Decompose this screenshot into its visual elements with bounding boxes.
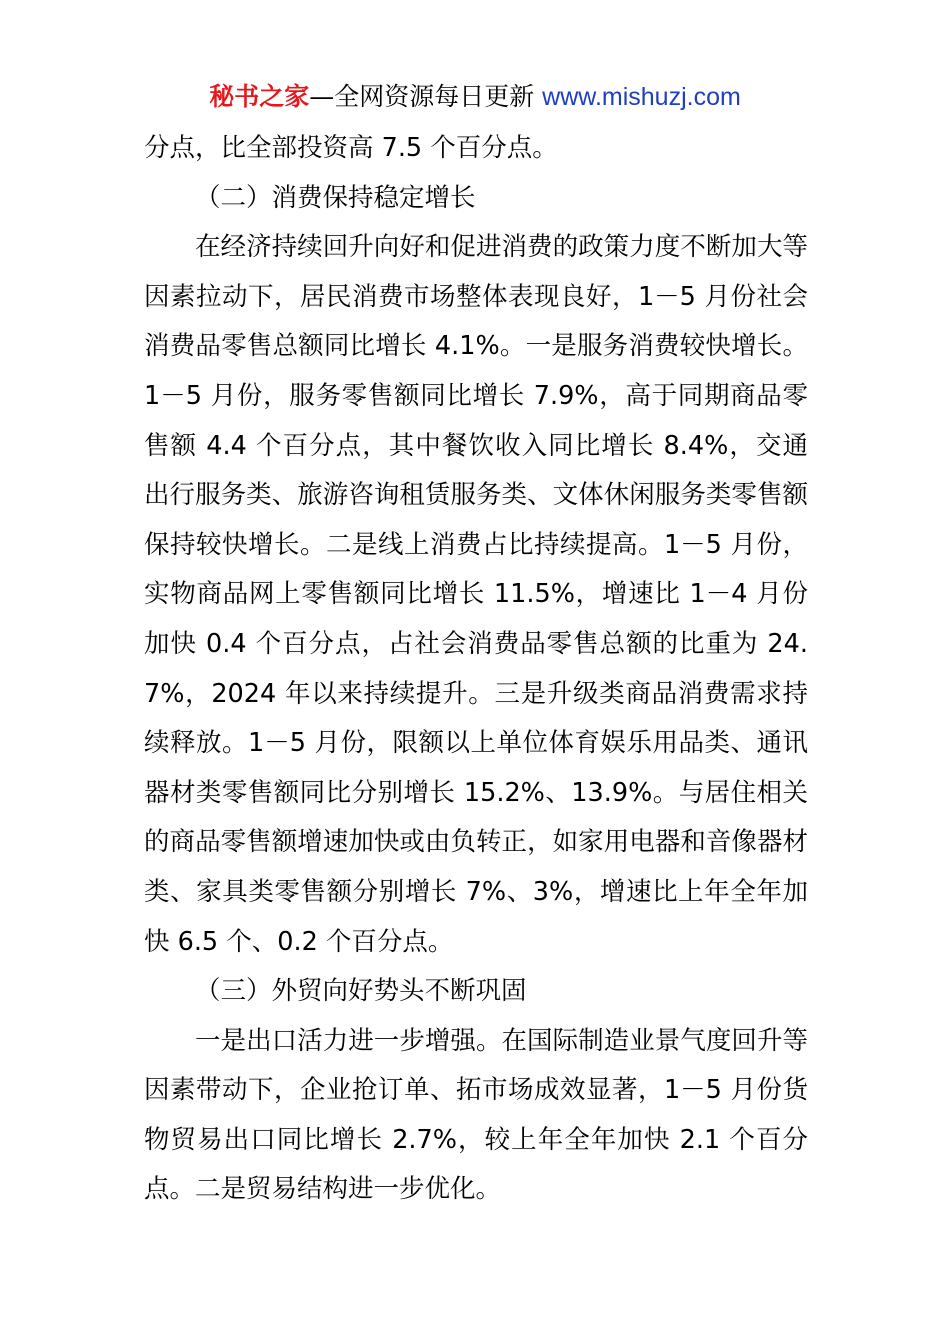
site-header [0,80,950,114]
site-tagline: —全网资源每日更新 [309,82,543,111]
section-heading-trade: （三）外贸向好势头不断巩固 [195,976,527,1007]
paragraph-trade: 一是出口活力进一步增强。在国际制造业景气度回升等因素带动下，企业抢订单、拓市场成效显著，1－5 月份货物贸易出口同比增长 2.7%，较上年全年加快 2.1 个百分点。二是贸易结构进一步优化。 [144,1025,808,1205]
section-heading-consumption: （二）消费保持稳定增长 [195,182,476,213]
site-brand: 秘书之家 [209,82,310,111]
paragraph-consumption: 在经济持续回升向好和促进消费的政策力度不断加大等因素拉动下，居民消费市场整体表现良好，1－5 月份社会消费品零售总额同比增长 4.1%。一是服务消费较快增长。1－5 月份，服务零售额同比增长 7.9%，高于同期商品零售额 4.4 个百分点，其中餐饮收入同比增长 8.4%，交通出行服务类、旅游咨询租赁服务类、文体休闲服务类零售额保持较快增长。二是线上消费占比持续提高。1－5 月份，实物商品网上零售额同比增长 11.5%，增速比 1－4 月份加快 0.4 个百分点，占社会消费品零售总额的比重为 24.7%，2024 年以来持续提升。三是升级类商品消费需求持续释放。1－5 月份，限额以上单位体育娱乐用品类、通讯器材类零售额同比分别增长 15.2%、13.9%。与居住相关的商品零售额增速加快或由负转正，如家用电器和音像器材类、家具类零售额分别增长 7%、3%，增速比上年全年加快 6.5 个、0.2 个百分点。 [144,232,808,957]
paragraph-continuation: 分点，比全部投资高 7.5 个百分点。 [144,133,558,163]
document-body [144,124,808,1215]
site-url-link[interactable]: www.mishuzj.com [542,83,741,111]
